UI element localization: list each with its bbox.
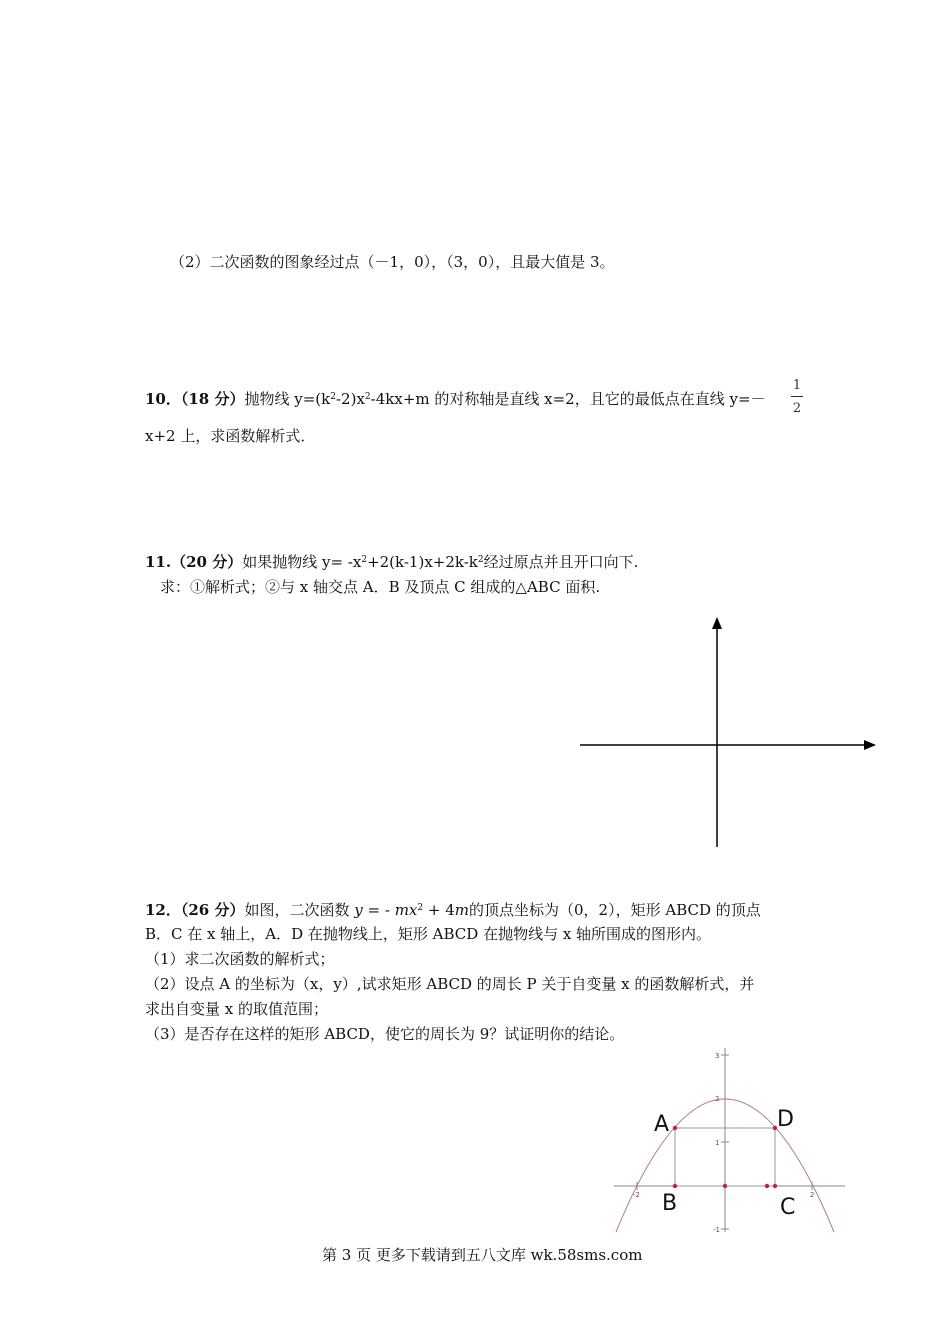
q11-line2: 求：①解析式；②与 x 轴交点 A．B 及顶点 C 组成的△ABC 面积. bbox=[160, 578, 601, 596]
q12-formula-sup: 2 bbox=[417, 903, 424, 913]
x-tick-2: 2 bbox=[810, 1191, 815, 1199]
q9-part2: （2）二次函数的图象经过点（－1，0），（3，0），且最大值是 3。 bbox=[170, 253, 615, 271]
y-tick-3: 3 bbox=[715, 1052, 720, 1060]
q12-line2: B．C 在 x 轴上，A．D 在抛物线上，矩形 ABCD 在抛物线与 x 轴所围成的图形内。 bbox=[145, 925, 712, 943]
q12-formula-y: y bbox=[354, 901, 363, 919]
q11-text-c: 经过原点并且开口向下. bbox=[483, 553, 639, 571]
y-tick-2: 2 bbox=[715, 1095, 720, 1103]
y-tick-1: 1 bbox=[715, 1139, 720, 1147]
q12-part2b: 求出自变量 x 的取值范围； bbox=[145, 1000, 328, 1018]
q12-intro-a: 如图，二次函数 bbox=[244, 901, 355, 919]
q10-text-c: -4kx+m 的对称轴是直线 x=2，且它的最低点在直线 y=－ bbox=[370, 390, 766, 408]
y-tick-neg1: -1 bbox=[713, 1226, 720, 1234]
q10-frac-num: 1 bbox=[792, 378, 802, 393]
label-b: B bbox=[662, 1191, 678, 1216]
q12-number: 12． bbox=[145, 901, 181, 919]
q10-number: 10． bbox=[145, 390, 181, 408]
q10-text-b: -2)x bbox=[335, 390, 365, 408]
point-extra bbox=[765, 1184, 769, 1188]
q11-score: （20 分） bbox=[171, 553, 243, 571]
q11-sup1: 2 bbox=[361, 555, 368, 565]
q10-score: （18 分） bbox=[180, 390, 245, 408]
q10-line2: x+2 上，求函数解析式． bbox=[145, 427, 316, 445]
q12-formula-mx: mx bbox=[394, 901, 418, 919]
q11-text-b: +2(k-1)x+2k-k bbox=[367, 553, 478, 571]
point-c bbox=[773, 1184, 777, 1188]
q12-intro-b: 的顶点坐标为（0，2），矩形 ABCD 的顶点 bbox=[469, 901, 761, 919]
q10-sup2: 2 bbox=[364, 392, 371, 402]
label-d: D bbox=[777, 1107, 794, 1132]
q10-sup1: 2 bbox=[330, 392, 336, 402]
point-a bbox=[673, 1126, 677, 1130]
q12-part1: （1）求二次函数的解析式； bbox=[145, 950, 335, 968]
page-footer: 第 3 页 更多下载请到五八文库 wk.58sms.com bbox=[322, 1246, 643, 1264]
q11-text-a: 如果抛物线 y= -x bbox=[242, 553, 362, 571]
q11-sup2: 2 bbox=[477, 555, 484, 565]
q12-score: （26 分） bbox=[180, 901, 245, 919]
point-b bbox=[673, 1184, 677, 1188]
q11-number: 11. bbox=[145, 553, 172, 571]
q10-text-a: 抛物线 y=(k bbox=[244, 390, 331, 408]
q12-formula-m2: m bbox=[454, 901, 470, 919]
label-a: A bbox=[654, 1112, 670, 1137]
q12-part3: （3）是否存在这样的矩形 ABCD，使它的周长为 9？试证明你的结论。 bbox=[145, 1025, 625, 1043]
label-c: C bbox=[780, 1195, 796, 1220]
q12-formula-eq: = - bbox=[362, 901, 395, 919]
q12-part2a: （2）设点 A 的坐标为（x，y）,试求矩形 ABCD 的周长 P 关于自变量 x 的函数解析式，并 bbox=[145, 975, 755, 993]
x-tick-neg2: -2 bbox=[633, 1191, 640, 1199]
q12-formula-rest: + 4 bbox=[423, 901, 455, 919]
point-origin bbox=[723, 1184, 727, 1188]
q10-frac-den: 2 bbox=[792, 401, 802, 416]
